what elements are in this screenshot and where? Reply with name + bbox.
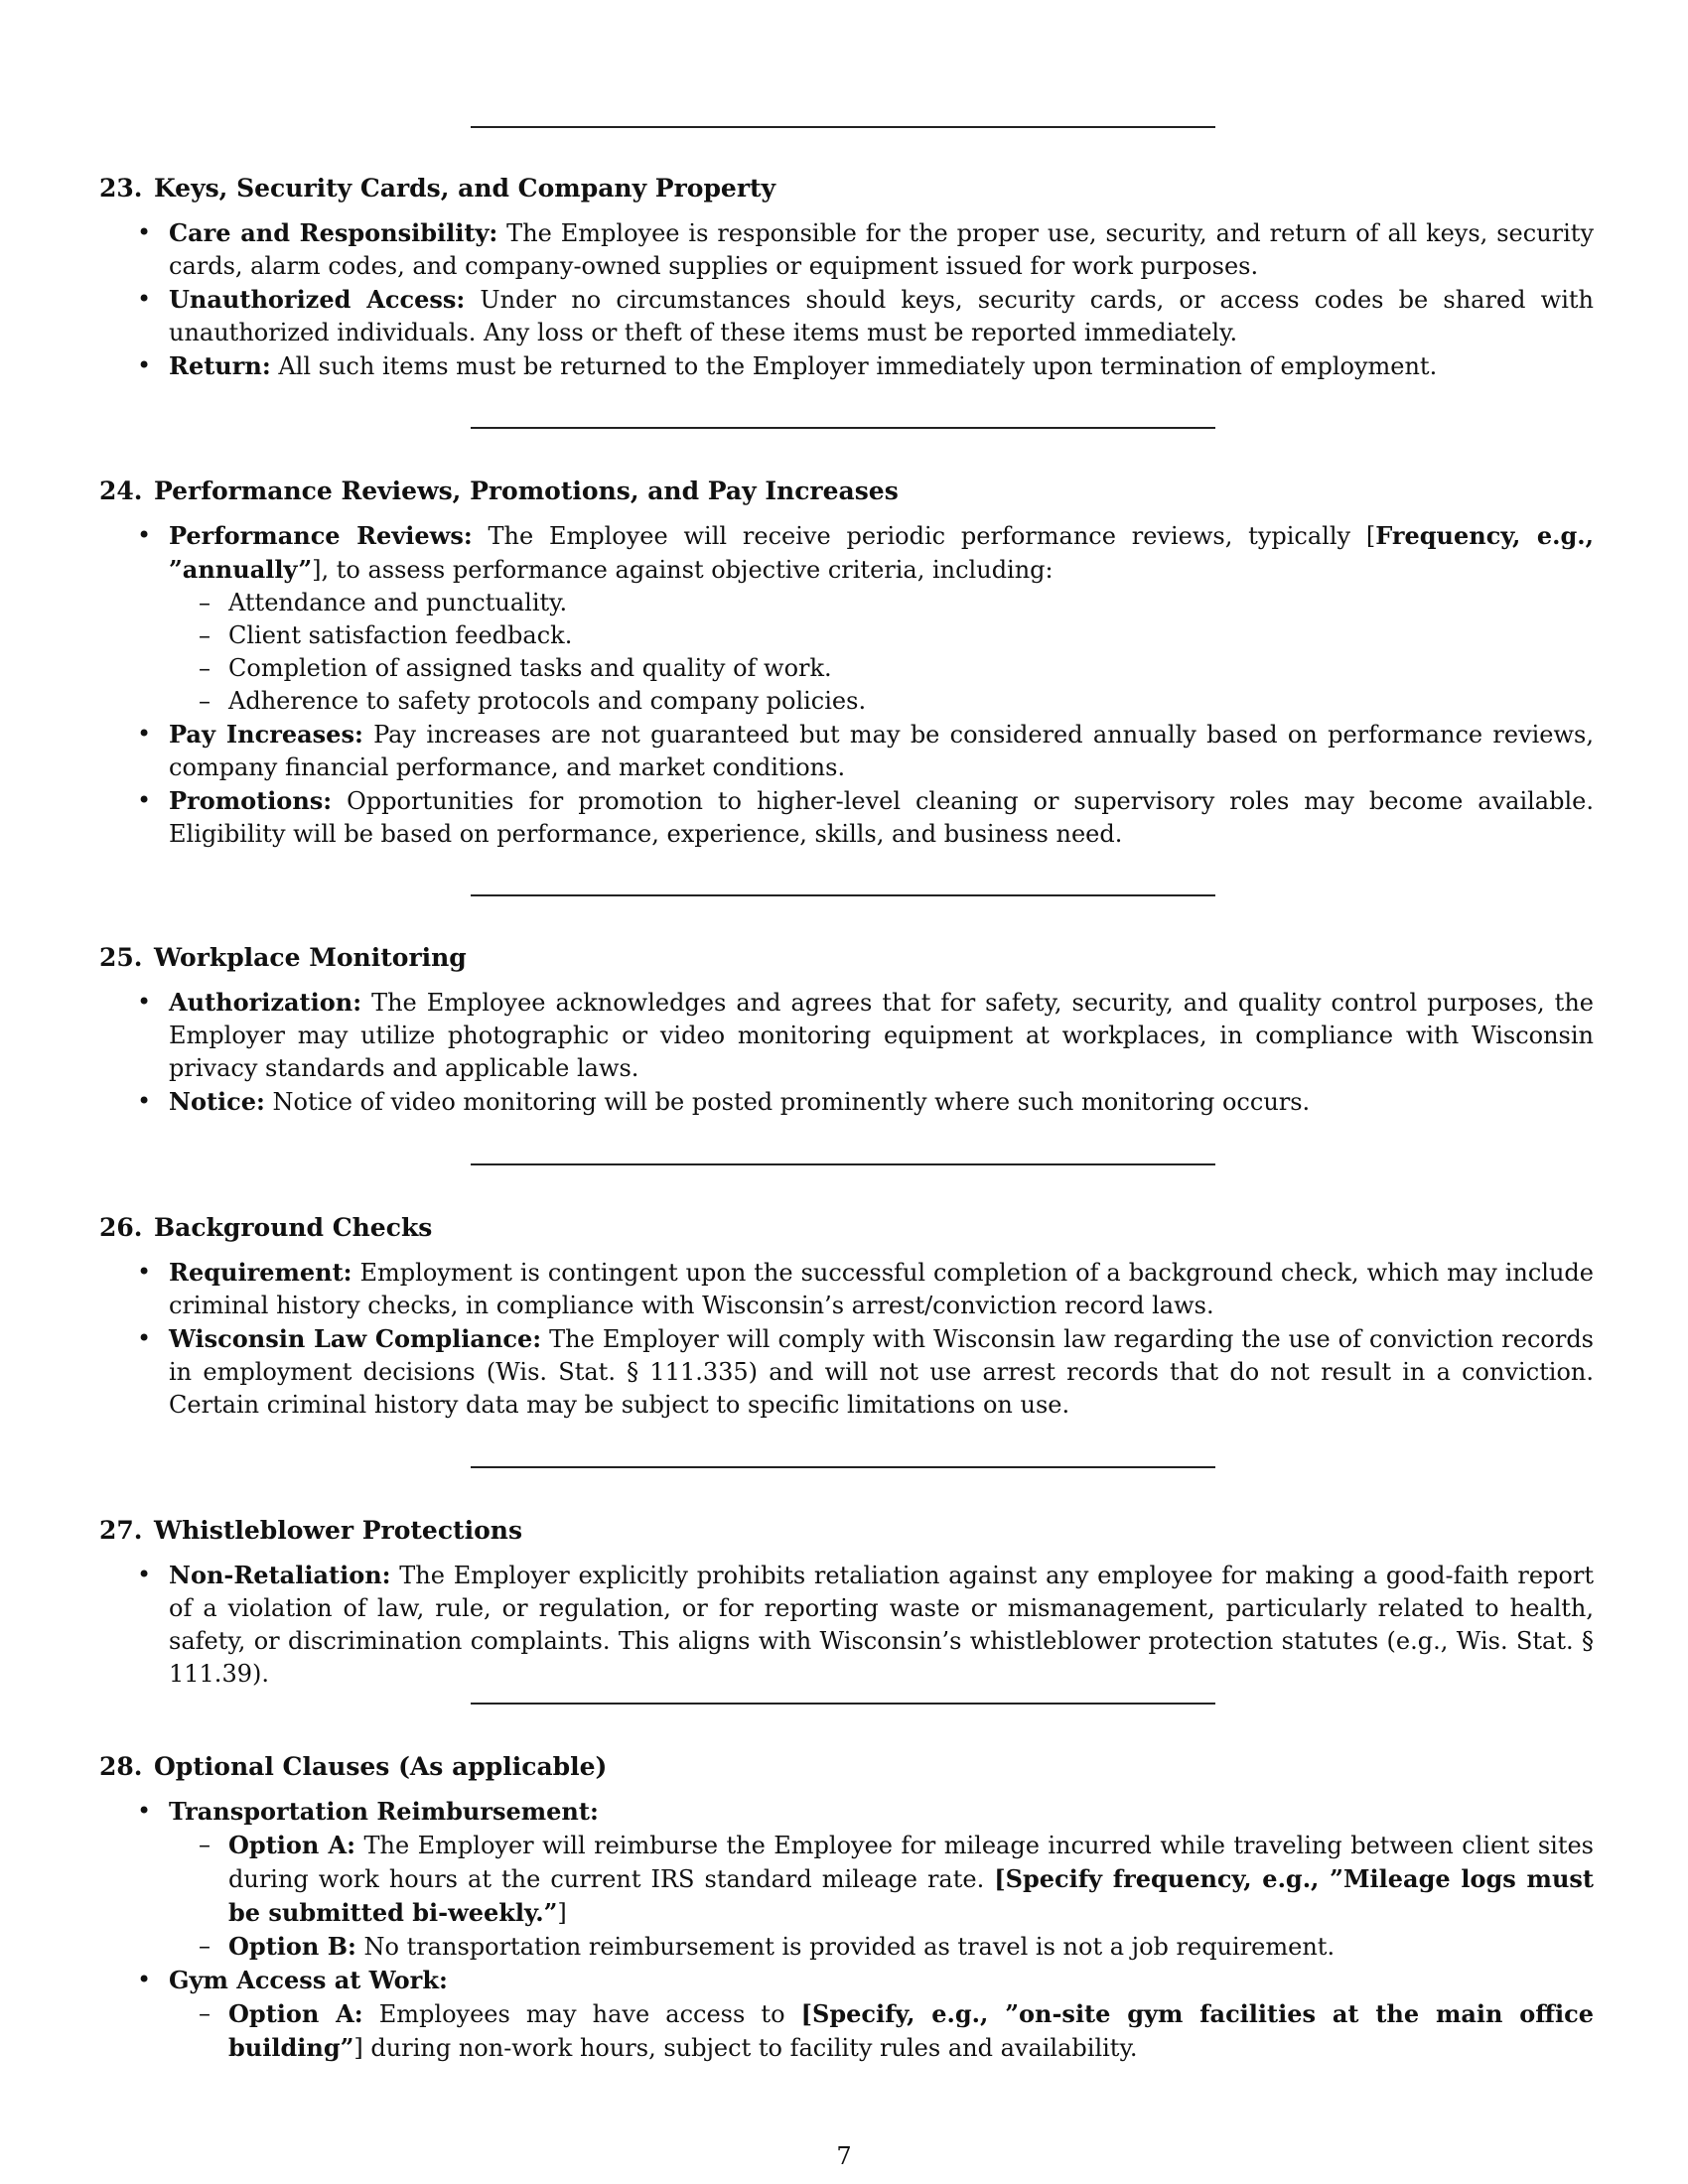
document-page bbox=[99, 0, 1594, 2184]
item-label: Unauthorized Access: bbox=[169, 285, 466, 314]
list-item bbox=[99, 349, 1594, 383]
section-number: 25. bbox=[99, 943, 143, 972]
list-item bbox=[99, 718, 1594, 784]
list-item bbox=[99, 1795, 1594, 1964]
section-24 bbox=[99, 475, 1594, 851]
item-text: The Employee is responsible for the proper use, security, and return of all keys, security cards, alarm codes, and company-owned supplies or equipment issued for work purposes. bbox=[169, 219, 1594, 280]
section-title: Background Checks bbox=[154, 1213, 433, 1242]
section-title: Whistleblower Protections bbox=[154, 1516, 523, 1545]
bullet-list bbox=[99, 986, 1594, 1119]
option-item bbox=[169, 1829, 1594, 1930]
item-label: Care and Responsibility: bbox=[169, 218, 498, 247]
option-text: No transportation reimbursement is provided as travel is not a job requirement. bbox=[355, 1933, 1336, 1961]
option-text: The Employer will reimburse the Employee for mileage incurred while traveling between client sites during work hours at the current IRS standard mileage rate. bbox=[228, 1832, 1595, 1893]
section-number: 26. bbox=[99, 1213, 143, 1242]
item-label: Wisconsin Law Compliance: bbox=[169, 1324, 542, 1353]
bullet-list bbox=[99, 1795, 1594, 2065]
section-number: 27. bbox=[99, 1516, 143, 1545]
section-title: Keys, Security Cards, and Company Property bbox=[154, 174, 776, 203]
placeholder-text: Specify, e.g., ”on-site gym facilities at the main office building” bbox=[228, 1999, 1595, 2062]
sub-list bbox=[169, 1829, 1594, 1964]
sub-list-item: – Completion of assigned tasks and quality of work. bbox=[169, 652, 1594, 685]
section-divider bbox=[471, 894, 1215, 896]
item-label: Gym Access at Work: bbox=[169, 1966, 448, 1994]
option-label: Option B: bbox=[228, 1932, 356, 1961]
item-text: Employment is contingent upon the successful completion of a background check, which may include criminal history checks, in compliance with Wisconsin’s arrest/conviction record laws. bbox=[169, 1259, 1594, 1319]
list-item bbox=[99, 1256, 1594, 1322]
item-label: Transportation Reimbursement: bbox=[169, 1797, 599, 1826]
section-divider bbox=[471, 427, 1215, 429]
list-item bbox=[99, 986, 1594, 1085]
list-item bbox=[99, 519, 1594, 718]
option-text: during non-work hours, subject to facility rules and availability. bbox=[362, 2034, 1138, 2062]
item-label: Notice: bbox=[169, 1087, 265, 1116]
sub-list-item: – Attendance and punctuality. bbox=[169, 587, 1594, 619]
bullet-list bbox=[99, 1559, 1594, 1691]
sub-list-item: – Client satisfaction feedback. bbox=[169, 619, 1594, 652]
item-text: The Employee will receive periodic performance reviews, typically [ bbox=[472, 522, 1376, 550]
item-text: The Employer explicitly prohibits retaliation against any employee for making a good-faith report of a violation of law, rule, or regulation, or for reporting waste or mismanagement, particularly related to health, safety, or discrimination complaints. This aligns with Wisconsin’s whistleblower protection statutes (e.g., Wis. Stat. § 111.39). bbox=[169, 1562, 1594, 1688]
item-label: Authorization: bbox=[169, 988, 362, 1017]
bracket: ] bbox=[353, 2034, 363, 2062]
section-heading bbox=[99, 1211, 1594, 1244]
list-item bbox=[99, 1322, 1594, 1422]
item-text: Notice of video monitoring will be posted prominently where such monitoring occurs. bbox=[264, 1088, 1311, 1116]
bullet-list bbox=[99, 216, 1594, 383]
item-label: Non-Retaliation: bbox=[169, 1561, 391, 1589]
item-label: Return: bbox=[169, 351, 271, 380]
section-heading bbox=[99, 1750, 1594, 1783]
page-number: 7 bbox=[836, 2142, 852, 2170]
section-25 bbox=[99, 941, 1594, 1119]
bracket: [ bbox=[994, 1864, 1006, 1893]
item-text: Pay increases are not guaranteed but may be considered annually based on performance reviews, company financial performance, and market conditions. bbox=[169, 721, 1594, 781]
list-item bbox=[99, 1964, 1594, 2065]
sub-list-item: – Adherence to safety protocols and company policies. bbox=[169, 685, 1594, 718]
section-23 bbox=[99, 172, 1594, 383]
item-label: Pay Increases: bbox=[169, 720, 363, 749]
bracket: [ bbox=[800, 1999, 812, 2028]
list-item bbox=[99, 283, 1594, 349]
option-item bbox=[169, 1997, 1594, 2065]
placeholder-text: Specify frequency, e.g., ”Mileage logs must be submitted bi-weekly.” bbox=[228, 1864, 1594, 1927]
section-title: Performance Reviews, Promotions, and Pay Increases bbox=[154, 477, 899, 505]
bullet-list bbox=[99, 519, 1594, 851]
item-label: Performance Reviews: bbox=[169, 521, 473, 550]
list-item bbox=[99, 216, 1594, 283]
list-item bbox=[99, 1085, 1594, 1119]
option-item bbox=[169, 1930, 1594, 1964]
option-label: Option A: bbox=[228, 1999, 363, 2028]
section-divider bbox=[471, 1163, 1215, 1165]
section-26 bbox=[99, 1211, 1594, 1422]
bracket: ] bbox=[557, 1899, 567, 1927]
item-label: Promotions: bbox=[169, 786, 333, 815]
section-title: Workplace Monitoring bbox=[154, 943, 467, 972]
option-text: Employees may have access to bbox=[362, 2000, 801, 2028]
sub-list bbox=[169, 587, 1594, 718]
item-text: All such items must be returned to the Employer immediately upon termination of employment. bbox=[270, 352, 1438, 380]
section-28 bbox=[99, 1750, 1594, 2065]
section-title: Optional Clauses (As applicable) bbox=[154, 1752, 608, 1781]
item-text: Under no circumstances should keys, security cards, or access codes be shared with unauthorized individuals. Any loss or theft of these items must be reported immediately. bbox=[169, 286, 1594, 346]
section-heading bbox=[99, 941, 1594, 974]
placeholder-text: Frequency, e.g., ”annually” bbox=[169, 521, 1594, 584]
section-heading bbox=[99, 1514, 1594, 1547]
item-text: The Employer will comply with Wisconsin law regarding the use of conviction records in employment decisions (Wis. Stat. § 111.335) and will not use arrest records that do not result in a conviction. Certain criminal history data may be subject to specific limitations on use. bbox=[169, 1325, 1594, 1419]
item-text: Opportunities for promotion to higher-level cleaning or supervisory roles may become available. Eligibility will be based on performance, experience, skills, and business need. bbox=[169, 787, 1594, 848]
section-number: 23. bbox=[99, 174, 143, 203]
section-27 bbox=[99, 1514, 1594, 1691]
section-divider bbox=[471, 1703, 1215, 1705]
section-number: 28. bbox=[99, 1752, 143, 1781]
item-label: Requirement: bbox=[169, 1258, 352, 1287]
item-text: The Employee acknowledges and agrees that for safety, security, and quality control purposes, the Employer may utilize photographic or video monitoring equipment at workplaces, in compliance with Wisconsin privacy standards and applicable laws. bbox=[169, 989, 1594, 1082]
sub-list bbox=[169, 1997, 1594, 2065]
option-label: Option A: bbox=[228, 1831, 356, 1859]
section-heading bbox=[99, 475, 1594, 507]
bullet-list bbox=[99, 1256, 1594, 1422]
list-item bbox=[99, 1559, 1594, 1691]
section-divider bbox=[471, 1466, 1215, 1468]
item-text: ], to assess performance against objective criteria, including: bbox=[312, 556, 1054, 584]
section-heading bbox=[99, 172, 1594, 205]
section-divider bbox=[471, 126, 1215, 128]
list-item bbox=[99, 784, 1594, 851]
section-number: 24. bbox=[99, 477, 143, 505]
